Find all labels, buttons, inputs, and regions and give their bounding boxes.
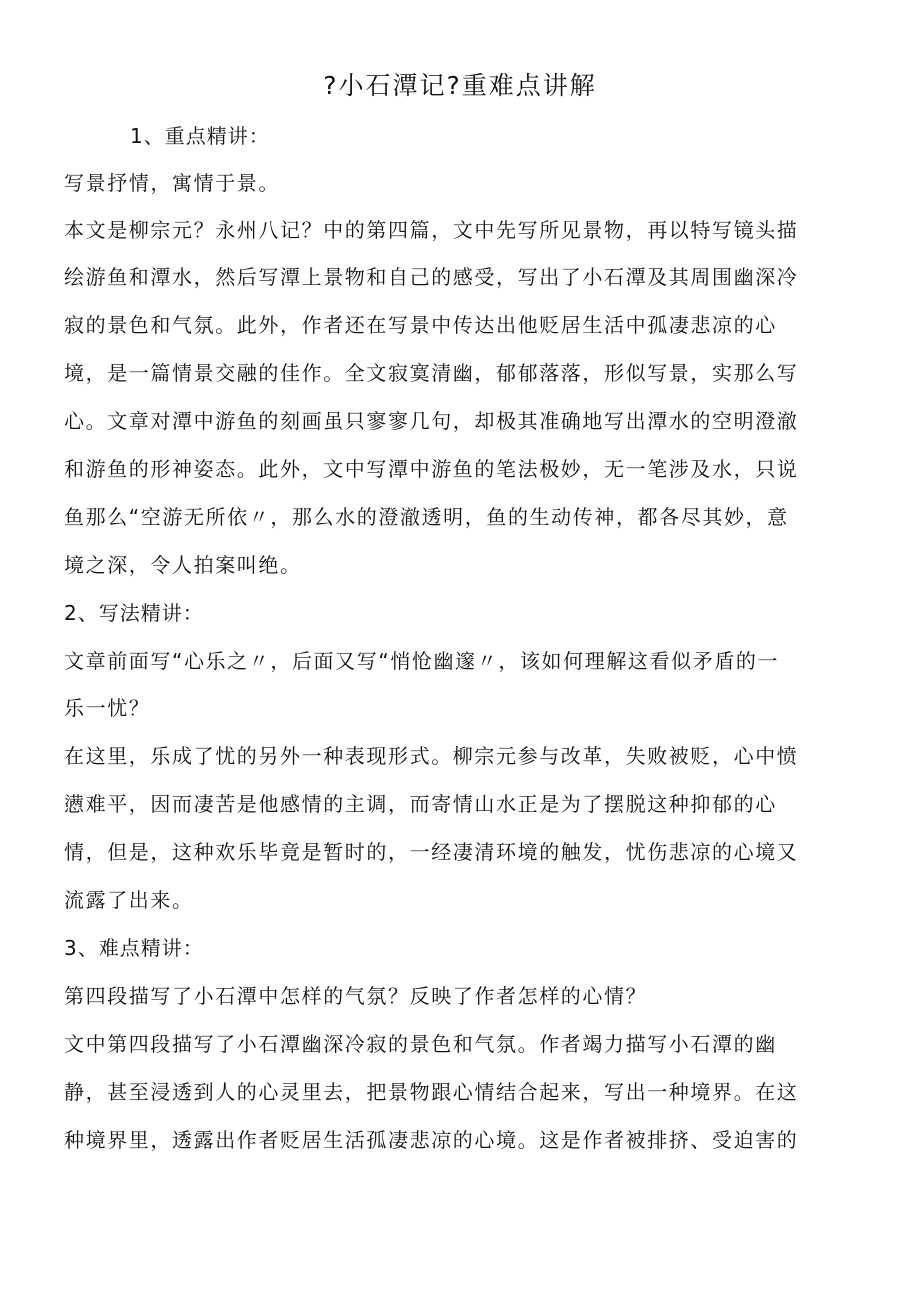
section-heading-writing-method: 2、写法精讲：	[64, 601, 204, 625]
paragraph-line: 情，但是，这种欢乐毕竟是暂时的，一经凄清环境的触发，忧伤悲凉的心境又	[64, 840, 799, 864]
paragraph-line: 乐一忧？	[64, 696, 151, 720]
paragraph-line: 懑难平，因而凄苦是他感情的主调，而寄情山水正是为了摆脱这种抑郁的心	[64, 792, 777, 816]
paragraph-line: 境之深，令人拍案叫绝。	[64, 553, 302, 577]
paragraph-line: 文中第四段描写了小石潭幽深冷寂的景色和气氛。作者竭力描写小石潭的幽	[64, 1032, 777, 1056]
paragraph-line: 鱼那么“空游无所依〃，那么水的澄澈透明，鱼的生动传神，都各尽其妙，意	[64, 505, 789, 529]
section-heading-difficult-points: 3、难点精讲：	[64, 936, 204, 960]
paragraph-line: 静，甚至浸透到人的心灵里去，把景物跟心情结合起来，写出一种境界。在这	[64, 1080, 799, 1104]
paragraph-line: 绘游鱼和潭水，然后写潭上景物和自己的感受，写出了小石潭及其周围幽深冷	[64, 265, 799, 289]
paragraph-line: 流露了出来。	[64, 888, 194, 912]
paragraph-line: 种境界里，透露出作者贬居生活孤凄悲凉的心境。这是作者被排挤、受迫害的	[64, 1128, 799, 1152]
paragraph-line: 和游鱼的形神姿态。此外，文中写潭中游鱼的笔法极妙，无一笔涉及水，只说	[64, 457, 799, 481]
paragraph-line: 本文是柳宗元？永州八记？中的第四篇，文中先写所见景物，再以特写镜头描	[64, 218, 799, 242]
paragraph-line: 寂的景色和气氛。此外，作者还在写景中传达出他贬居生活中孤凄悲凉的心	[64, 313, 777, 337]
paragraph-line: 写景抒情，寓情于景。	[64, 171, 280, 195]
document-title: ?小石潭记?重难点讲解	[323, 71, 597, 100]
paragraph-line: 境，是一篇情景交融的佳作。全文寂寞清幽，郁郁落落，形似写景，实那么写	[64, 361, 799, 385]
section-heading-key-points: 1、重点精讲：	[130, 124, 270, 148]
paragraph-line: 在这里，乐成了忧的另外一种表现形式。柳宗元参与改革，失败被贬，心中愤	[64, 744, 799, 768]
paragraph-line: 第四段描写了小石潭中怎样的气氛？反映了作者怎样的心情？	[64, 984, 648, 1008]
paragraph-line: 心。文章对潭中游鱼的刻画虽只寥寥几句，却极其准确地写出潭水的空明澄澈	[64, 409, 799, 433]
paragraph-line: 文章前面写“心乐之〃，后面又写“悄怆幽邃〃，该如何理解这看似矛盾的一	[64, 649, 780, 673]
